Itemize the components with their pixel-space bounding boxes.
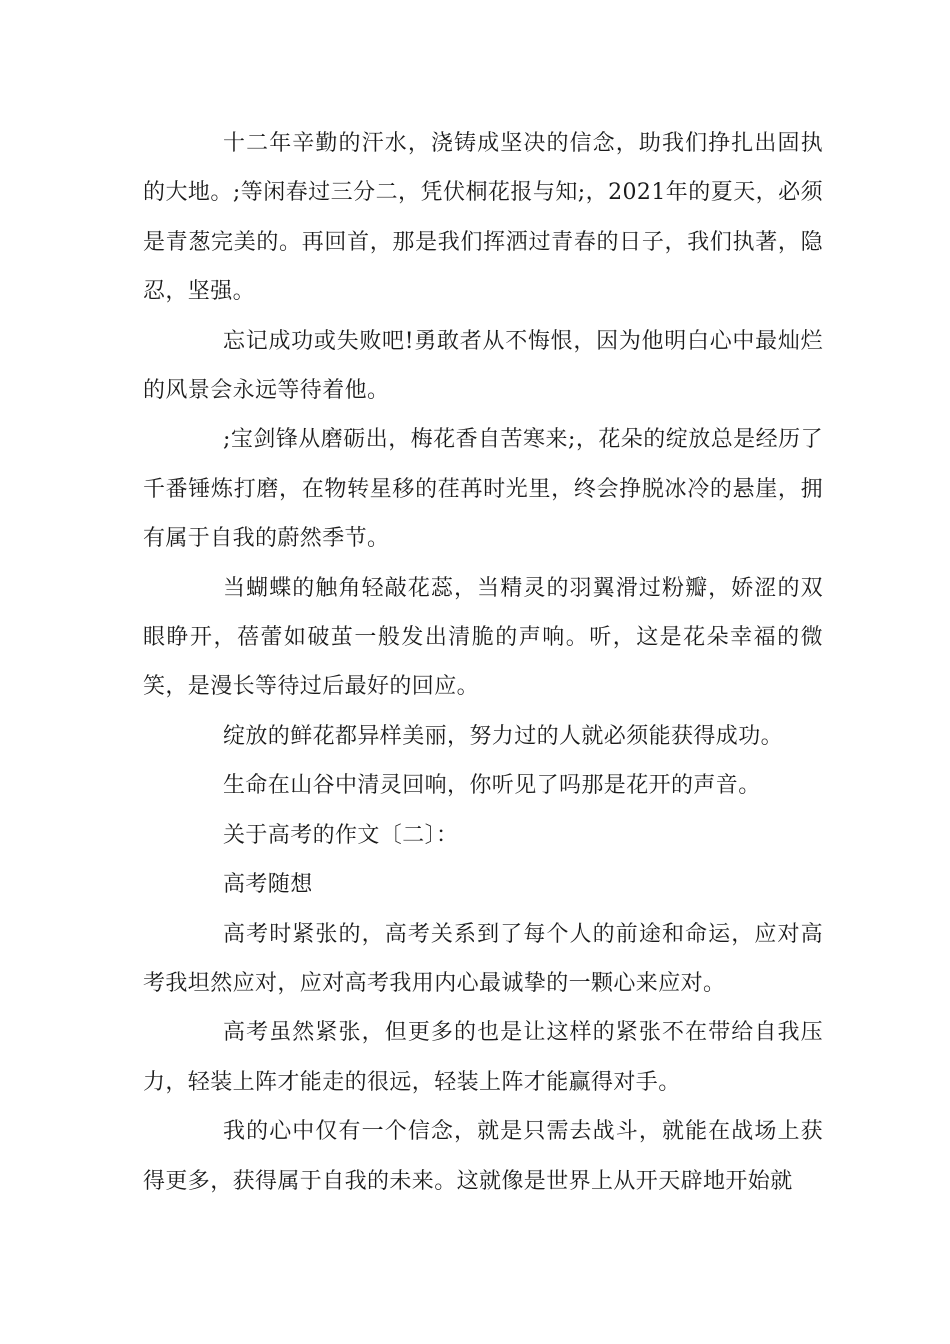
paragraph-3: ;宝剑锋从磨砺出，梅花香自苦寒来;，花朵的绽放总是经历了千番锤炼打磨，在物转星移的荏苒时光里，终会挣脱冰冷的悬崖，拥有属于自我的蔚然季节。 [143,427,823,552]
paragraph-4: 当蝴蝶的触角轻敲花蕊，当精灵的羽翼滑过粉瓣，娇涩的双眼睁开，蓓蕾如破茧一般发出清脆的声响。听，这是花朵幸福的微笑，是漫长等待过后最好的回应。 [143,575,823,700]
essay-title: 高考随想 [223,872,313,898]
paragraph-9: 我的心中仅有一个信念，就是只需去战斗，就能在战场上获得更多，获得属于自我的未来。这就像是世界上从开天辟地开始就 [143,1119,823,1194]
paragraph-8: 高考虽然紧张，但更多的也是让这样的紧张不在带给自我压力，轻装上阵才能走的很远，轻装上阵才能赢得对手。 [143,1020,823,1095]
paragraph-1: 十二年辛勤的汗水，浇铸成坚决的信念，助我们挣扎出固执的大地。;等闲春过三分二，凭伏桐花报与知;，2021年的夏天，必须是青葱完美的。再回首，那是我们挥洒过青春的日子，我们执著，隐忍，坚强。 [143,131,823,305]
paragraph-5: 绽放的鲜花都异样美丽，努力过的人就必须能获得成功。 [223,723,784,749]
paragraph-2: 忘记成功或失败吧!勇敢者从不悔恨，因为他明白心中最灿烂的风景会永远等待着他。 [143,328,823,404]
document-body [143,119,823,1206]
paragraph-7: 高考时紧张的，高考关系到了每个人的前途和命运，应对高考我坦然应对，应对高考我用内心最诚挚的一颗心来应对。 [143,921,823,996]
paragraph-6: 生命在山谷中清灵回响，你听见了吗那是花开的声音。 [223,773,761,799]
section-heading: 关于高考的作文〔二〕： [223,822,459,848]
